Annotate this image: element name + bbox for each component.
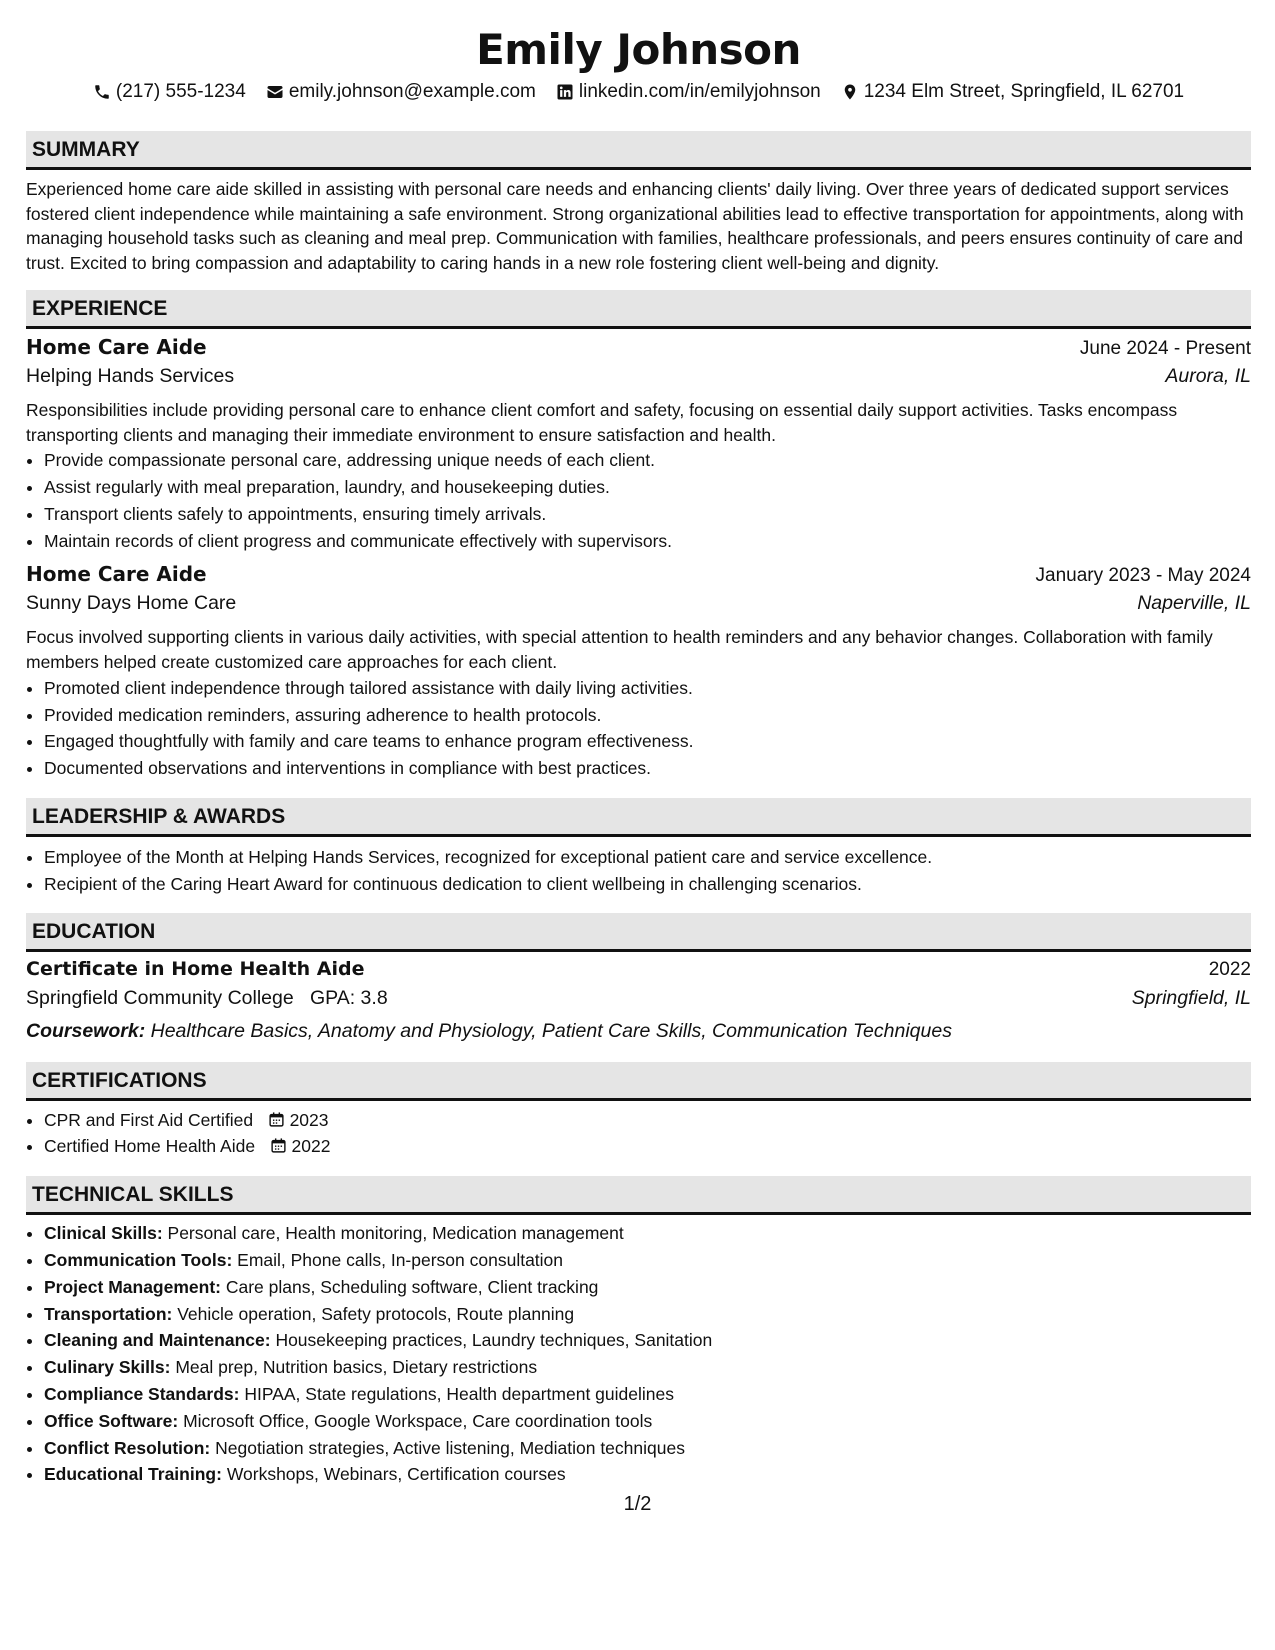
awards-list — [26, 844, 1251, 898]
list-item: • Engaged thoughtfully with family and care teams to enhance program effectiveness. — [44, 728, 1251, 755]
section-header-summary: SUMMARY — [26, 131, 1251, 170]
list-item — [44, 1327, 1251, 1354]
job-description: Focus involved supporting clients in various daily activities, with special attention to health reminders and any behavior changes. Collaboration with family members helped create customized care approaches for each client. — [26, 627, 1213, 673]
calendar-icon — [268, 1110, 285, 1130]
contact-email[interactable] — [266, 81, 536, 103]
job-company-row — [26, 365, 1251, 396]
skill-value: Negotiation strategies, Active listening, Mediation techniques — [215, 1437, 685, 1458]
list-item — [44, 1354, 1251, 1381]
skill-label: Office Software: — [44, 1410, 179, 1431]
list-item: • Employee of the Month at Helping Hands Services, recognized for exceptional patient care and service excellence. — [44, 844, 1251, 871]
job-company: Helping Hands Services — [26, 364, 235, 387]
certifications-list — [26, 1107, 1251, 1161]
section-header-leadership: LEADERSHIP & AWARDS — [26, 798, 1251, 837]
job-description: Responsibilities include providing personal care to enhance client comfort and safety, focusing on essential daily support activities. Tasks encompass transporting clients and managing their immediate environment to ensure satisfaction and health. — [26, 399, 1178, 445]
gpa: GPA: 3.8 — [309, 986, 388, 1009]
list-item: • Recipient of the Caring Heart Award for continuous dedication to client wellbeing in challenging scenarios. — [44, 871, 1251, 898]
job-title-row — [26, 335, 1251, 365]
skill-value: Personal care, Health monitoring, Medication management — [167, 1223, 624, 1244]
section-header-skills: TECHNICAL SKILLS — [26, 1176, 1251, 1215]
list-item — [44, 1461, 1251, 1488]
list-item — [44, 1107, 1251, 1134]
list-item — [44, 1435, 1251, 1462]
skill-value: Housekeeping practices, Laundry techniques, Sanitation — [275, 1330, 713, 1351]
skill-label: Educational Training: — [44, 1464, 222, 1485]
job-title: Home Care Aide — [26, 562, 207, 587]
map-pin-icon — [841, 83, 859, 101]
resume-page — [26, 0, 1251, 1488]
contact-linkedin[interactable] — [556, 81, 821, 103]
list-item: • Provide compassionate personal care, addressing unique needs of each client. — [44, 447, 1251, 474]
cert-year: 2022 — [291, 1136, 331, 1157]
list-item: • Promoted client independence through tailored assistance with daily living activities. — [44, 675, 1251, 702]
skill-label: Culinary Skills: — [44, 1357, 171, 1378]
job-entry — [26, 562, 1251, 782]
school-location: Springfield, IL — [1131, 986, 1251, 1009]
education-entry — [26, 958, 1251, 1046]
cert-year: 2023 — [289, 1109, 329, 1130]
skill-label: Clinical Skills: — [44, 1223, 163, 1244]
job-company: Sunny Days Home Care — [26, 592, 237, 615]
page-number: 1/2 — [623, 1493, 652, 1515]
contact-bar — [26, 78, 1251, 106]
skill-label: Compliance Standards: — [44, 1383, 240, 1404]
list-item: • Transport clients safely to appointments, ensuring timely arrivals. — [44, 501, 1251, 528]
skill-value: Microsoft Office, Google Workspace, Care coordination tools — [183, 1410, 653, 1431]
list-item — [44, 1247, 1251, 1274]
linkedin-icon — [556, 83, 574, 101]
job-dates: January 2023 - May 2024 — [1035, 565, 1251, 587]
skill-label: Project Management: — [44, 1276, 221, 1297]
school-row — [26, 987, 1251, 1016]
skill-value: Meal prep, Nutrition basics, Dietary restrictions — [175, 1357, 538, 1378]
job-title-row — [26, 562, 1251, 592]
summary-text: Experienced home care aide skilled in assisting with personal care needs and enhancing clients' daily living. Over three years of dedicated support services fostered client independence while maintaining a safe environment. Strong organizational abilities lead to effective transportation for appointments, along with managing household tasks such as cleaning and meal prep. Communication with families, healthcare professionals, and peers ensures continuity of care and trust. Excited to bring compassion and adaptability to caring hands in a new role fostering client well-being and dignity. — [26, 179, 1244, 274]
degree-year: 2022 — [1208, 958, 1251, 980]
skill-value: Workshops, Webinars, Certification courses — [226, 1464, 566, 1485]
phone-icon — [93, 83, 111, 101]
contact-address — [841, 81, 1184, 103]
list-item: • Documented observations and interventions in compliance with best practices. — [44, 755, 1251, 782]
degree-title: Certificate in Home Health Aide — [26, 957, 365, 980]
job-dates: June 2024 - Present — [1079, 337, 1251, 359]
section-header-certifications: CERTIFICATIONS — [26, 1062, 1251, 1101]
job-entry — [26, 335, 1251, 555]
list-item — [44, 1381, 1251, 1408]
coursework-label: Coursework: — [26, 1019, 146, 1042]
list-item — [44, 1133, 1251, 1160]
skill-value: HIPAA, State regulations, Health department guidelines — [244, 1383, 674, 1404]
coursework — [26, 1016, 1251, 1046]
coursework-list: Healthcare Basics, Anatomy and Physiology, Patient Care Skills, Communication Techniques — [150, 1019, 952, 1042]
list-item — [44, 1274, 1251, 1301]
list-item — [44, 1408, 1251, 1435]
skill-label: Conflict Resolution: — [44, 1437, 211, 1458]
skill-value: Email, Phone calls, In-person consultation — [237, 1249, 564, 1270]
job-location: Aurora, IL — [1165, 364, 1251, 387]
list-item: • Maintain records of client progress and communicate effectively with supervisors. — [44, 528, 1251, 555]
email-text: emily.johnson@example.com — [288, 81, 536, 102]
skill-label: Transportation: — [44, 1303, 173, 1324]
school-name: Springfield Community College — [26, 986, 294, 1009]
job-bullets — [26, 447, 1251, 554]
job-title: Home Care Aide — [26, 334, 207, 359]
skill-label: Cleaning and Maintenance: — [44, 1330, 271, 1351]
address-text: 1234 Elm Street, Springfield, IL 62701 — [863, 81, 1185, 102]
skill-label: Communication Tools: — [44, 1249, 233, 1270]
section-header-experience: EXPERIENCE — [26, 290, 1251, 329]
skill-value: Vehicle operation, Safety protocols, Route planning — [177, 1303, 575, 1324]
contact-phone[interactable] — [93, 81, 246, 103]
degree-row — [26, 958, 1251, 987]
job-location: Naperville, IL — [1137, 592, 1251, 615]
skills-list — [26, 1220, 1251, 1488]
list-item — [44, 1220, 1251, 1247]
list-item: • Assist regularly with meal preparation, laundry, and housekeeping duties. — [44, 474, 1251, 501]
job-bullets — [26, 675, 1251, 782]
cert-name: Certified Home Health Aide — [44, 1136, 256, 1157]
list-item: • Provided medication reminders, assuring adherence to health protocols. — [44, 702, 1251, 729]
linkedin-text: linkedin.com/in/emilyjohnson — [578, 81, 821, 102]
job-company-row — [26, 592, 1251, 623]
candidate-name: Emily Johnson — [476, 25, 801, 74]
list-item — [44, 1301, 1251, 1328]
section-header-education: EDUCATION — [26, 913, 1251, 952]
phone-text: (217) 555-1234 — [115, 81, 246, 102]
skill-value: Care plans, Scheduling software, Client tracking — [225, 1276, 599, 1297]
calendar-icon — [270, 1136, 287, 1156]
envelope-icon — [266, 83, 284, 101]
cert-name: CPR and First Aid Certified — [44, 1109, 254, 1130]
